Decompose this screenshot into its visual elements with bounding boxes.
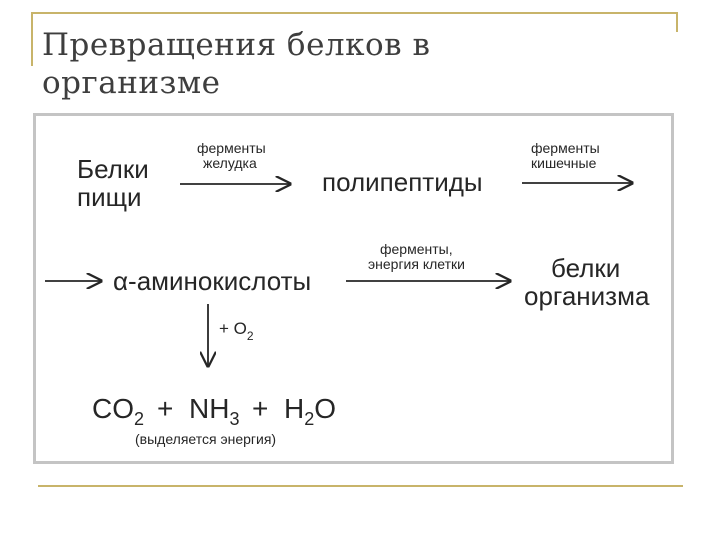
slide-title-line-2: организме	[42, 65, 221, 101]
cell-enzymes-label-2: энергия клетки	[368, 256, 465, 272]
ammonia-formula	[189, 393, 239, 429]
body-protein-label-2: организма	[524, 281, 650, 311]
o-text: O	[314, 393, 337, 424]
amino-acids-label: α-аминокислоты	[113, 266, 312, 296]
oxygen-text: + O	[219, 319, 247, 338]
gastric-enzymes-label-1: ферменты	[197, 140, 266, 156]
oxygen-label	[219, 319, 254, 343]
energy-note: (выделяется энергия)	[135, 431, 277, 447]
carbon-dioxide-formula	[92, 393, 144, 429]
gastric-enzymes-label-2: желудка	[203, 155, 257, 171]
intestinal-enzymes-label-2: кишечные	[531, 155, 597, 171]
plus-sign-2: +	[252, 393, 269, 424]
slide-title-line-1: Превращения белков в	[42, 27, 431, 63]
h-subscript: 2	[304, 409, 315, 429]
cell-enzymes-label-1: ферменты,	[380, 241, 453, 257]
polypeptides-label: полипептиды	[322, 167, 483, 197]
food-protein-label-1: Белки	[77, 154, 149, 184]
oxygen-subscript: 2	[246, 329, 254, 343]
nh-subscript: 3	[229, 409, 240, 429]
h-text: H	[284, 393, 305, 424]
food-protein-label-2: пищи	[77, 182, 142, 212]
water-formula	[284, 393, 336, 429]
body-protein-label-1: белки	[551, 253, 621, 283]
plus-sign-1: +	[157, 393, 174, 424]
intestinal-enzymes-label-1: ферменты	[531, 140, 600, 156]
co-text: CO	[92, 393, 134, 424]
nh-text: NH	[189, 393, 230, 424]
co-subscript: 2	[134, 409, 145, 429]
